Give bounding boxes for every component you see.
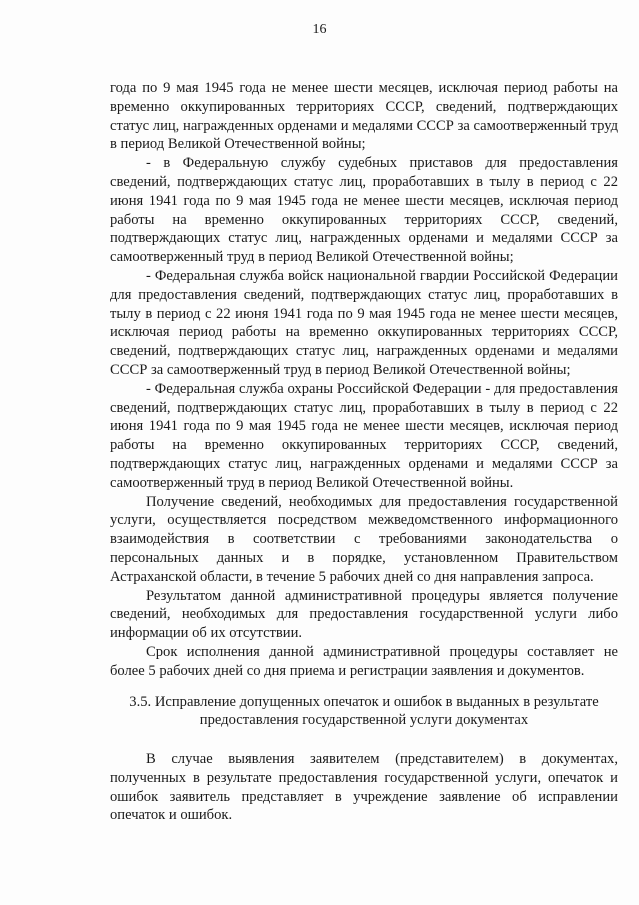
paragraph-procedure-term: Срок исполнения данной административной процедуры составляет не более 5 рабочих дней со дня приема и регистрации заявления и документов. <box>110 643 618 679</box>
paragraph-continuation: года по 9 мая 1945 года не менее шести месяцев, исключая период работы на временно оккупированных территориях СССР, сведений, подтверждающих статус лиц, награжденных орденами и медалями СССР за самоотверженный труд в период Великой Отечественной войны; <box>110 80 618 153</box>
section-heading <box>110 693 618 731</box>
page-number: 16 <box>312 22 327 37</box>
list-item-bailiff-service: - в Федеральную службу судебных приставов для предоставления сведений, подтверждающих статус лиц, проработавших в тылу в период с 22 июня 1941 года по 9 мая 1945 года не менее шести месяцев, исключая период работы на временно оккупированных территориях СССР, сведений, подтверждающих статус лиц, награжденных орденами и медалями СССР за самоотверженный труд в период Великой Отечественной войны; <box>110 155 618 266</box>
section-heading-line-1: 3.5. Исправление допущенных опечаток и ошибок в выданных в результате <box>129 693 599 710</box>
list-item-protection-service: - Федеральная служба охраны Российской Федерации - для предоставления сведений, подтверждающих статус лиц, проработавших в тылу в период с 22 июня 1941 года по 9 мая 1945 года не менее шести месяцев, исключая период работы на временно оккупированных территориях СССР, сведений, подтверждающих статус лиц, награжденных орденами и медалями СССР за самоотверженный труд в период Великой Отечественной войны. <box>110 380 618 491</box>
list-item-national-guard: - Федеральная служба войск национальной гвардии Российской Федерации для предоставления сведений, подтверждающих статус лиц, проработавших в тылу в период с 22 июня 1941 года по 9 мая 1945 года не менее шести месяцев, исключая период работы на временно оккупированных территориях СССР, сведений, подтверждающих статус лиц, награжденных орденами и медалями СССР за самоотверженный труд в период Великой Отечественной войны; <box>110 267 618 378</box>
paragraph-corrections: В случае выявления заявителем (представителем) в документах, полученных в результате предоставления государственной услуги, опечаток и ошибок заявитель представляет в учреждение заявление об исправлении опечаток и ошибок. <box>110 751 618 824</box>
paragraph-interagency-request: Получение сведений, необходимых для предоставления государственной услуги, осуществляется посредством межведомственного информационного взаимодействия в соответствии с требованиями законодательства о персональных данных и в порядке, установленном Правительством Астраханской области, в течение 5 рабочих дней со дня направления запроса. <box>110 493 618 585</box>
paragraph-procedure-result: Результатом данной административной процедуры является получение сведений, необходимых для предоставления государственной услуги либо информации об их отсутствии. <box>110 587 618 642</box>
section-heading-line-2: предоставления государственной услуги документах <box>199 712 529 729</box>
document-body <box>110 79 618 825</box>
